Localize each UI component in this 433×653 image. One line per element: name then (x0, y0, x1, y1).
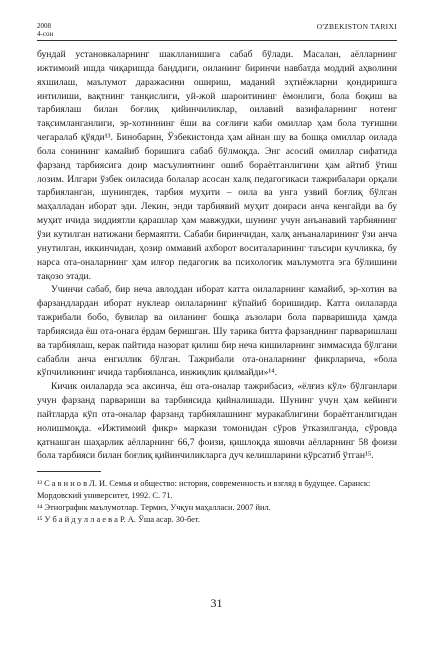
footnote-14: ¹⁴ Этнографик маълумотлар. Термиз, Учқун маҳалласи. 2007 йил. (37, 503, 271, 513)
footnotes (37, 478, 397, 526)
footnote-15: ¹⁵ У б а й д у л л а е в а Р. А. Ўша асар. 30-бет. (37, 515, 200, 525)
running-header (37, 0, 397, 36)
header-issue: 4-сон (37, 30, 54, 38)
paragraph-3: Кичик оилаларда эса аксинча, ёш ота-оналар тажрибасиз, «ёлғиз кўл» бўлганлари учун фарзанд парвариши ва тарбиясида қийналишади. Шунинг учун ҳам кейинги пайтларда кўп ота-оналар фарзанд тарбиялашнинг муракаблигини бораётганлигидан нолишмоқда. «Ижтимоий фикр» маркази томонидан сўров ўтказилганда, сўровда қатнашган шаҳарлик аёлларнинг 66,7 фоизи, қишлоқда яшовчи аёлларнинг 58 фоизи бола тарбияси билан боғлиқ қийинчиликларга дуч келишларини кўрсатиб ўтган¹⁵. (37, 381, 397, 462)
footnote-rule (37, 471, 101, 472)
paragraph-2: Учинчи сабаб, бир неча авлоддан иборат катта оилаларнинг камайиб, эр-хотин ва фарзандлардан иборат нуклеар оилаларнинг кўпайиб боришидир. Катта оилаларда тажрибали бобо, бувилар ва оиланинг бошқа аъзолари бола парваришида ҳамда тарбиясида ёш ота-онага ёрдам беришган. Шу тарика битта фарзанднинг парваришлаш ва тарбиялаш, керак пайтида назорат қилиш бир неча кишиларнинг зиммасида бўлгани сабабли анча енгиллик бўлган. Тажрибали ота-оналарнинг фикрларича, «бола кўпчиликнинг ичида тарбияланса, инжиқлик қилмайди»¹⁴. (37, 284, 397, 379)
header-journal-title: O'ZBEKISTON TARIXI (316, 22, 397, 31)
header-rule (37, 40, 397, 41)
article-body (37, 48, 397, 463)
page-number: 31 (210, 596, 223, 610)
footnote-13: ¹³ С а в и н о в Л. И. Семья и общество: история, современность и взгляд в будущее. Саранск: Мордовский университет, 1992. С. 71. (37, 479, 371, 501)
paragraph-1: бундай установкаларнинг шаклланишига сабаб бўлади. Масалан, аёлларнинг ижтимоий ишда чиқаришда банддиги, оиланинг биринчи навбатда моддий аҳволини яхшилаш, маълумот даражасини ошириш, маданий эҳтиёжларни қондиришга интилиши, вақтнинг танқислиги, уй-жой шароитининг ёмонлиги, бола боқиш ва тарбиялаш билан боғлиқ қийинчиликлар, оилавий вазифаларнинг нотенг тақсимланганлиги, эр-хотиннинг ёши ва соғлиғи каби омиллар ҳам бола туғишни чегаралаб қўяди¹³. Бинобарин, Ўзбекистонда ҳам айнан шу ва бошқа омиллар оилада бола сонининг камайиб боришига сабаб бўлмоқда. Энг асосий омиллар сифатида фарзанд тарбиясига доир масъулиятнинг ошиб бораётганлигини ҳам айтиб ўтиш лозим. Илгари ўзбек оиласида болалар асосан халқ педагогикаси тажрибалари орқали тарбияланган, шунингдек, тарбия муҳити – оила ва унга узвий боғлиқ бўлган маҳалладан иборат эди. Лекин, энди тарбиявий муҳит доираси анча кенгайди ва бу муҳит ичида зиддиятли қарашлар ҳам мавжудки, шунинг учун анъанавий тарбиянинг ўзи кутилган натижани бермаяпти. Сабаби биринчидан, халқ анъаналарининг ўзи анча унутилган, иккинчидан, ҳозир оммавий ахборот воситаларининг таъсири кучликка, бу нарса ота-оналарнинг ҳам илғор педагогик ва психологик маълумотга эга бўлишини тақозо этади. (37, 49, 397, 282)
header-year: 2008 (37, 22, 51, 30)
